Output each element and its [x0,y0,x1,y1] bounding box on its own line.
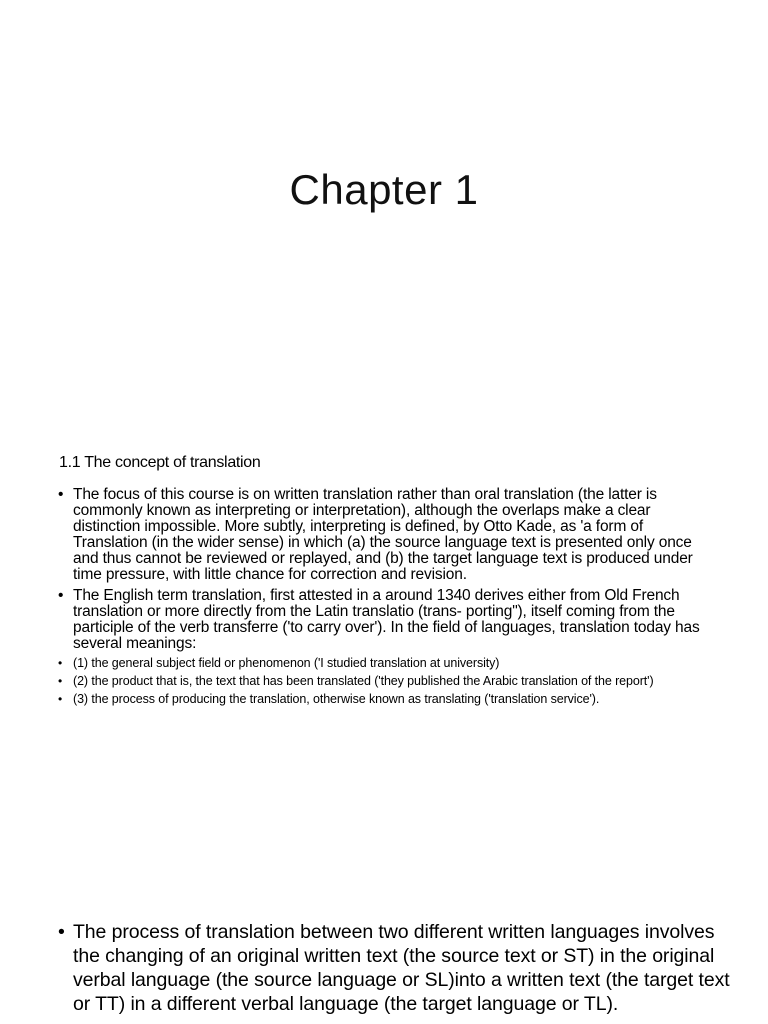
bullet-list [58,487,714,711]
list-item [58,487,714,583]
bullet-text: The English term translation, first attested in a around 1340 derives either from Old French translation or more directly from the Latin translatio (trans- porting"), itself coming from the participle of the verb transferre ('to carry over'). In the field of languages, translation today has several meanings: [73,587,700,652]
bullet-text: The process of translation between two different written languages involves the changing of an original written text (the source text or ST) in the original verbal language (the source language or SL)into a written text (the target text or TT) in a different verbal language (the target language or TL). [73,921,730,1015]
section-heading: 1.1 The concept of translation [59,454,261,471]
slide-title [0,0,768,432]
bullet-icon: • [58,587,64,604]
bullet-icon: • [58,656,63,670]
list-item [58,675,714,688]
bullet-text: (1) the general subject field or phenomenon ('I studied translation at university) [73,656,500,670]
bullet-text: (2) the product that is, the text that has been translated ('they published the Arabic translation of the report') [73,674,654,688]
bullet-icon: • [58,674,63,688]
list-item [58,920,743,1016]
slide-translation-process [0,900,768,1024]
list-item [58,693,714,706]
list-item [58,588,714,652]
bullet-text: (3) the process of producing the translation, otherwise known as translating ('translation service'). [73,692,600,706]
bullet-icon: • [58,486,64,503]
bullet-icon: • [58,692,63,706]
bullet-icon: • [58,921,65,943]
bullet-text: The focus of this course is on written translation rather than oral translation (the latter is commonly known as interpreting or interpretation), although the overlaps make a clear distinction impossible. More subtly, interpreting is defined, by Otto Kade, as 'a form of Translation (in the wider sense) in which (a) the source language text is presented only once and thus cannot be reviewed or replayed, and (b) the target language text is produced under time pressure, with little chance for correction and revision. [73,486,693,583]
list-item [58,657,714,670]
chapter-title: Chapter 1 [289,166,479,213]
slide-concept-of-translation [0,432,768,882]
